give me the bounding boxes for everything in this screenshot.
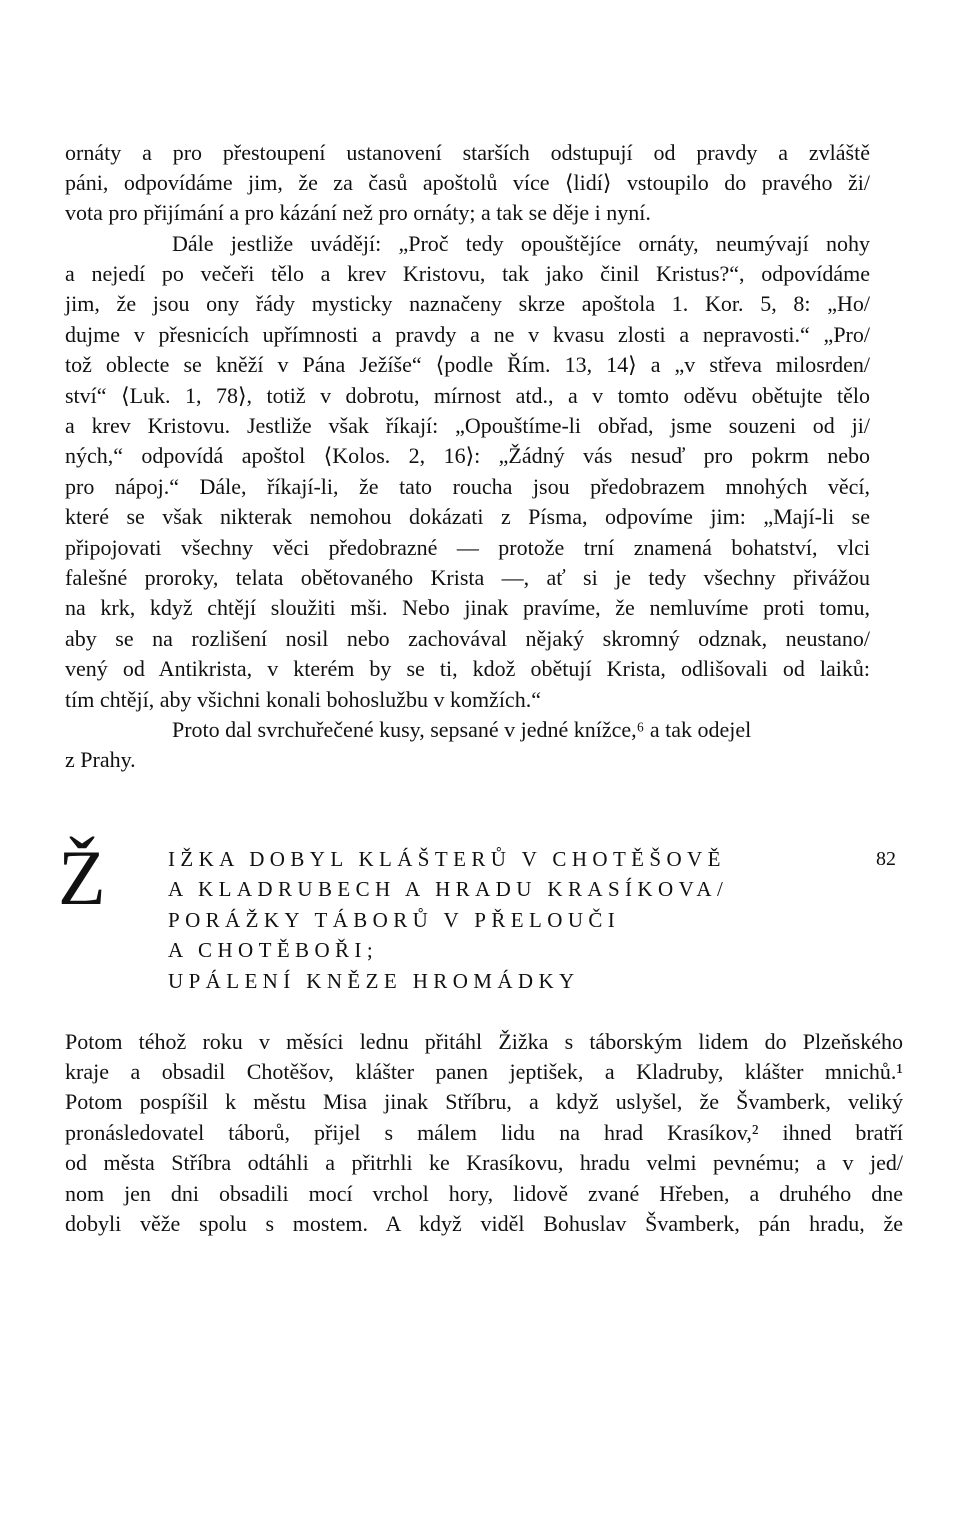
- text-line: vota pro přijímání a pro kázání než pro ornáty; a tak se děje i nyní.: [65, 200, 651, 225]
- text-line: od města Stříbra odtáhli a přitrhli ke Krasíkovu, hradu velmi pevnému; a v jed/: [65, 1150, 903, 1175]
- text-line: dobyli věže spolu s mostem. A když viděl Bohuslav Švamberk, pán hradu, že: [65, 1211, 903, 1236]
- drop-cap: Ž: [58, 834, 106, 921]
- text-line: vený od Antikrista, v kterém by se ti, kdož obětují Krista, odlišovali od laiků:: [65, 656, 870, 681]
- chapter-heading-line: A KLADRUBECH A HRADU KRASÍKOVA/: [168, 877, 729, 901]
- text-line: Dále jestliže uvádějí: „Proč tedy opouštějíce ornáty, neumývají nohy: [172, 231, 870, 256]
- text-line: na krk, když chtějí sloužiti mši. Nebo jinak pravíme, že nemluvíme proti tomu,: [65, 595, 870, 620]
- text-line: nom jen dni obsadili mocí vrchol hory, lidově zvané Hřeben, a druhého dne: [65, 1181, 903, 1206]
- text-line: dujme v přesnicích upřímnosti a pravdy a ne v kvasu zlosti a nepravosti.“ „Pro/: [65, 322, 870, 347]
- chapter-heading-line: IŽKA DOBYL KLÁŠTERŮ V CHOTĚŠOVĚ: [168, 847, 726, 871]
- text-line: Potom téhož roku v měsíci lednu přitáhl Žižka s táborským lidem do Plzeňského: [65, 1029, 903, 1054]
- text-line: jim, že jsou ony řády mysticky naznačeny skrze apoštola 1. Kor. 5, 8: „Ho/: [65, 291, 870, 316]
- chapter-heading-line: A CHOTĚBOŘI;: [168, 938, 379, 962]
- chapter-heading-line: PORÁŽKY TÁBORŮ V PŘELOUČI: [168, 908, 621, 932]
- chapter-heading-line: UPÁLENÍ KNĚZE HROMÁDKY: [168, 969, 580, 993]
- text-line: připojovati všechny věci předobrazné — protože trní znamená bohatství, vlci: [65, 535, 870, 560]
- text-line: falešné proroky, telata obětovaného Krista —, ať si je tedy všechny přivážou: [65, 565, 870, 590]
- text-line: pronásledovatel táborů, přijel s málem lidu na hrad Krasíkov,² ihned bratří: [65, 1120, 903, 1145]
- text-line: tož oblecte se kněží v Pána Ježíše“ ⟨podle Řím. 13, 14⟩ a „v střeva milosrden/: [65, 352, 870, 377]
- text-line: pro nápoj.“ Dále, říkají-li, že tato roucha jsou předobrazem mnohých věcí,: [65, 474, 870, 499]
- text-line: a krev Kristovu. Jestliže však říkají: „Opouštíme-li obřad, jsme souzeni od ji/: [65, 413, 870, 438]
- text-line: které se však nikterak nemohou dokázati z Písma, odpovíme jim: „Mají-li se: [65, 504, 870, 529]
- text-line: ných,“ odpovídá apoštol ⟨Kolos. 2, 16⟩: „Žádný vás nesuď pro pokrm nebo: [65, 443, 870, 468]
- text-line: kraje a obsadil Chotěšov, klášter panen jeptišek, a Kladruby, klášter mnichů.¹: [65, 1059, 903, 1084]
- text-line: ornáty a pro přestoupení ustanovení starších odstupují od pravdy a zvláště: [65, 140, 870, 165]
- text-line: ství“ ⟨Luk. 1, 78⟩, totiž v dobrotu, mírnost atd., a v tomto oděvu obětujte tělo: [65, 383, 870, 408]
- text-line: páni, odpovídáme jim, že za časů apoštolů více ⟨lidí⟩ vstoupilo do pravého ži/: [65, 170, 870, 195]
- chapter-number: 82: [876, 848, 896, 870]
- text-line: z Prahy.: [65, 747, 136, 772]
- text-line: tím chtějí, aby všichni konali bohoslužbu v komžích.“: [65, 687, 541, 712]
- text-line: Potom pospíšil k městu Misa jinak Stříbru, a když uslyšel, že Švamberk, veliký: [65, 1089, 903, 1114]
- text-line: a nejedí po večeři tělo a krev Kristovu, tak jako činil Kristus?“, odpovídáme: [65, 261, 870, 286]
- text-line: aby se na rozlišení nosil nebo zachovával nějaký skromný odznak, neustano/: [65, 626, 870, 651]
- text-line: Proto dal svrchuřečené kusy, sepsané v jedné knížce,⁶ a tak odejel: [172, 717, 752, 742]
